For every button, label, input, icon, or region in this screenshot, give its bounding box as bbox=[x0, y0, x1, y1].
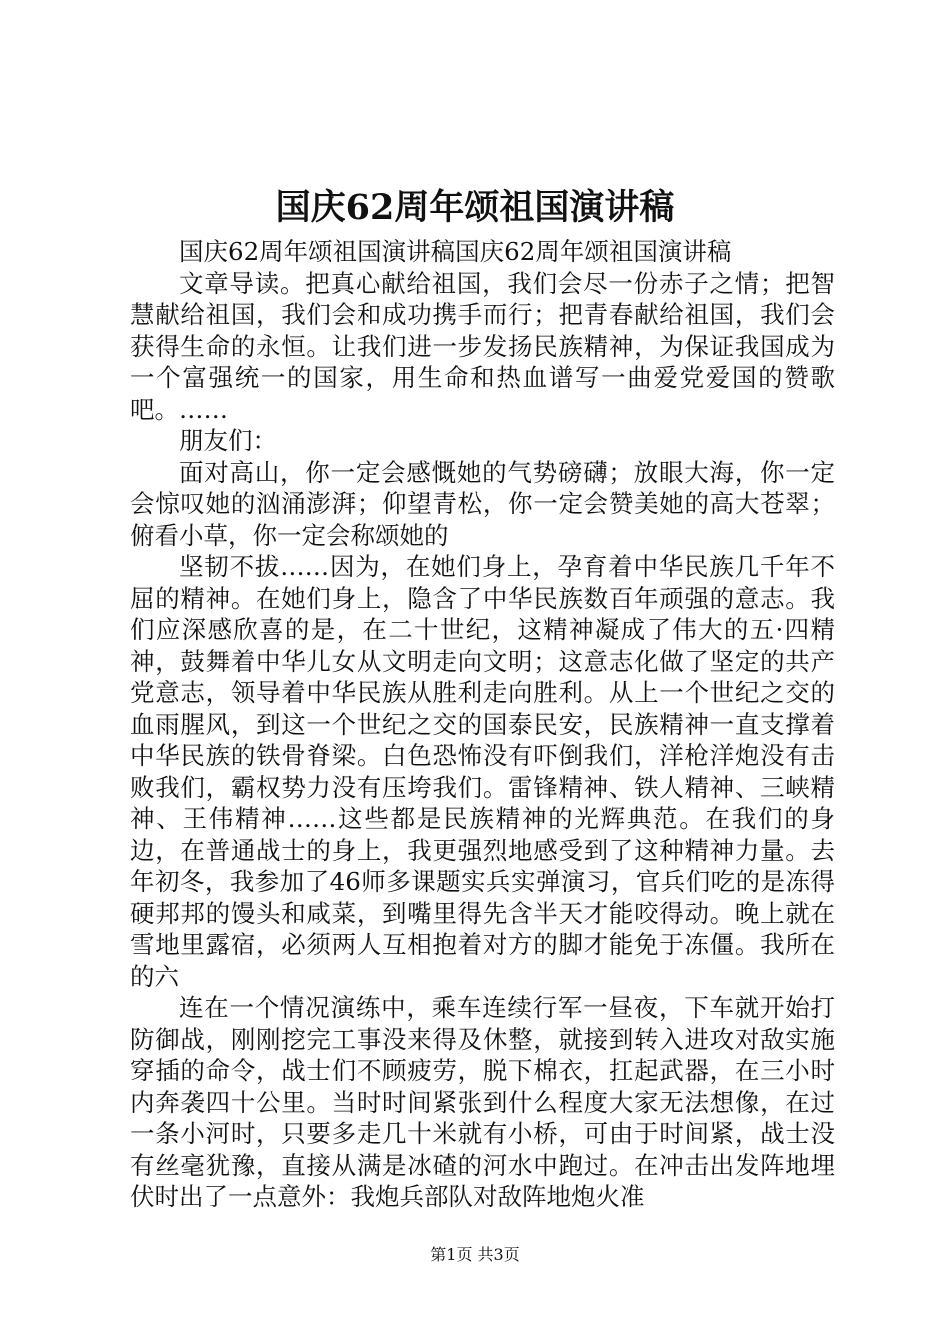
paragraph: 文章导读。把真心献给祖国，我们会尽一份赤子之情；把智慧献给祖国，我们会和成功携手而行；把青春献给祖国，我们会获得生命的永恒。让我们进一步发扬民族精神，为保证我国成为一个富强统一的国家，用生命和热血谱写一曲爱党爱国的赞歌吧。…… bbox=[130, 268, 835, 424]
paragraph: 面对高山，你一定会感慨她的气势磅礴；放眼大海，你一定会惊叹她的汹涌澎湃；仰望青松，你一定会赞美她的高大苍翠；俯看小草，你一定会称颂她的 bbox=[130, 457, 835, 550]
paragraph: 坚韧不拔……因为，在她们身上，孕育着中华民族几千年不屈的精神。在她们身上，隐含了中华民族数百年顽强的意志。我们应深感欣喜的是，在二十世纪，这精神凝成了伟大的五·四精神，鼓舞着中华儿女从文明走向文明；这意志化做了坚定的共产党意志，领导着中华民族从胜利走向胜利。从上一个世纪之交的血雨腥风，到这一个世纪之交的国泰民安，民族精神一直支撑着中华民族的铁骨脊梁。白色恐怖没有吓倒我们，洋枪洋炮没有击败我们，霸权势力没有压垮我们。雷锋精神、铁人精神、三峡精神、王伟精神……这些都是民族精神的光辉典范。在我们的身边，在普通战士的身上，我更强烈地感受到了这种精神力量。去年初冬，我参加了46师多课题实兵实弹演习，官兵们吃的是冻得硬邦邦的馒头和咸菜，到嘴里得先含半天才能咬得动。晚上就在雪地里露宿，必须两人互相抱着对方的脚才能免于冻僵。我所在的六 bbox=[130, 552, 835, 991]
document-title: 国庆62周年颂祖国演讲稿 bbox=[275, 187, 675, 228]
paragraph: 国庆62周年颂祖国演讲稿国庆62周年颂祖国演讲稿 bbox=[179, 237, 732, 266]
page-footer: 第1页 共3页 bbox=[430, 1245, 520, 1264]
document-body bbox=[130, 236, 835, 1213]
paragraph: 朋友们： bbox=[179, 426, 277, 455]
paragraph: 连在一个情况演练中，乘车连续行军一昼夜，下车就开始打防御战，刚刚挖完工事没来得及休整，就接到转入进攻对敌实施穿插的命令，战士们不顾疲劳，脱下棉衣，扛起武器，在三小时内奔袭四十公里。当时时间紧张到什么程度大家无法想像，在过一条小河时，只要多走几十米就有小桥，可由于时间紧，战士没有丝毫犹豫，直接从满是冰碴的河水中跑过。在冲击出发阵地埋伏时出了一点意外：我炮兵部队对敌阵地炮火准 bbox=[130, 993, 835, 1211]
